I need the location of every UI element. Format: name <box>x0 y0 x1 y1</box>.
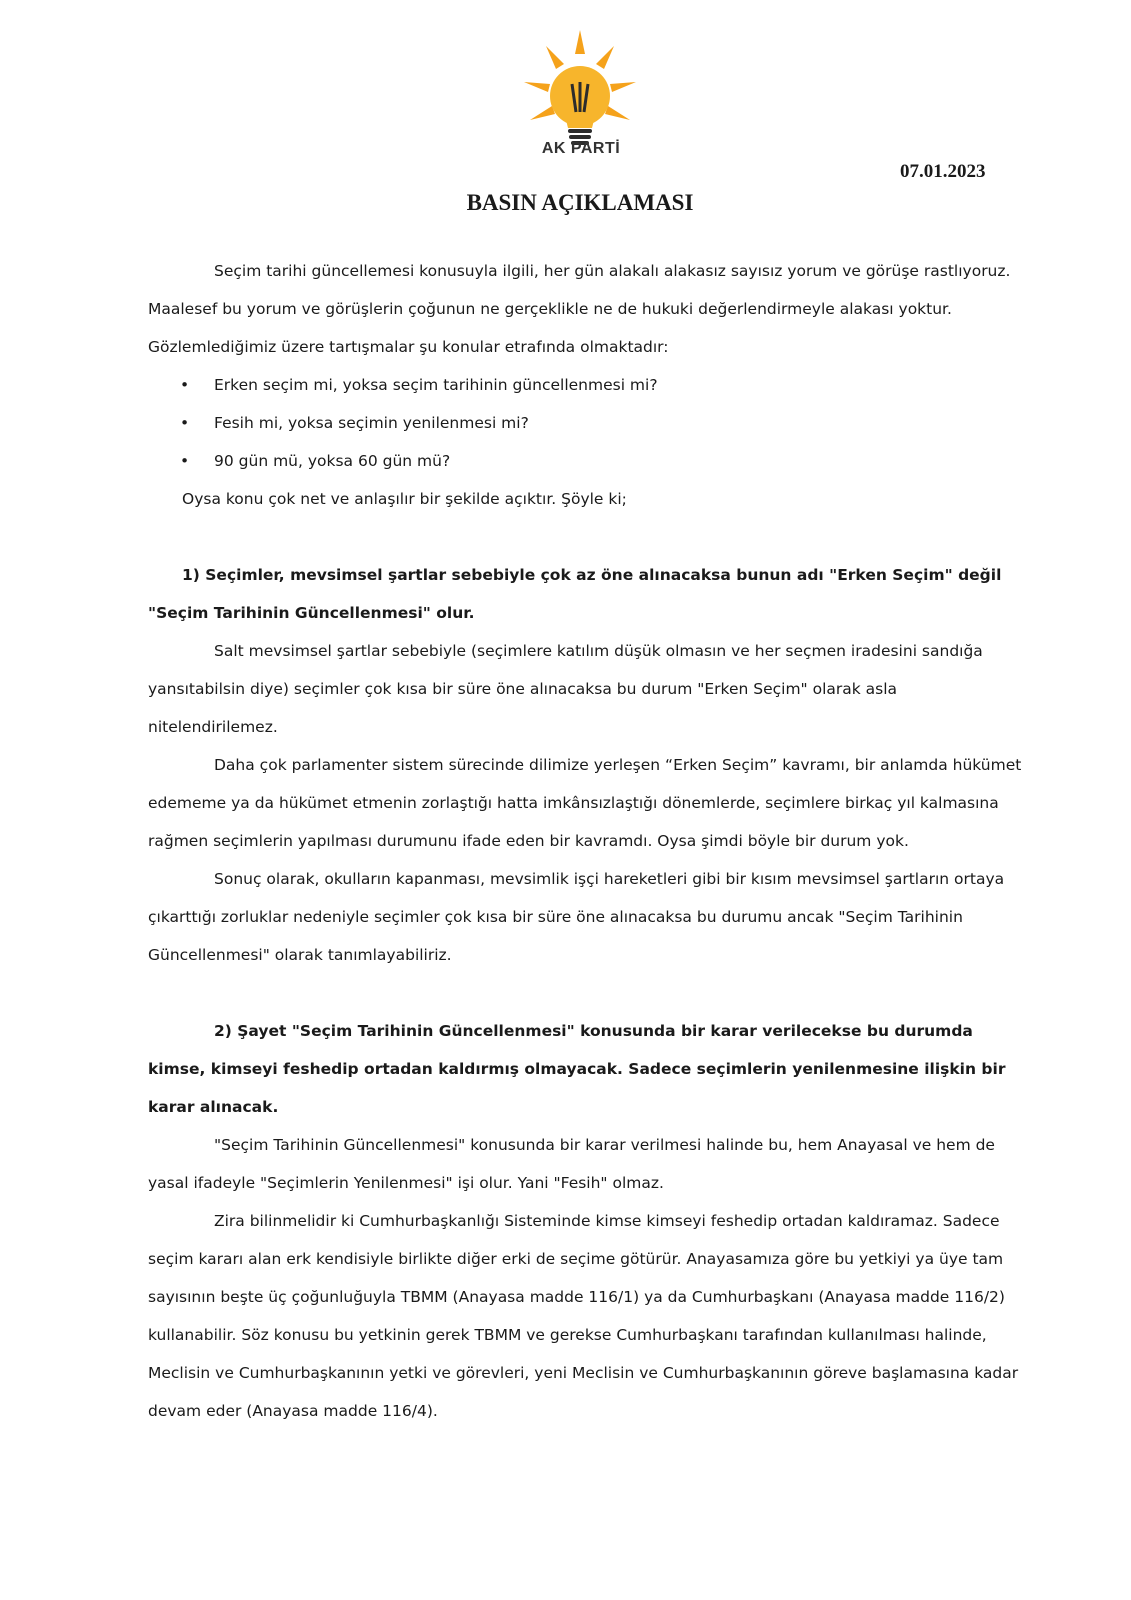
logo-bulb <box>550 66 610 145</box>
logo-text: AK PARTİ <box>541 140 621 157</box>
section2-heading: 2) Şayet "Seçim Tarihinin Güncellenmesi" konusunda bir karar verilecekse bu durumda kimse, kimseyi feshedip ortadan kaldırmış olmayacak. Sadece seçimlerin yenilenmesine ilişkin bir karar alınacak. <box>148 1022 1006 1116</box>
document-body <box>148 252 1028 1430</box>
document-date: 07.01.2023 <box>900 161 986 182</box>
intro-closing: Oysa konu çok net ve anlaşılır bir şekilde açıktır. Şöyle ki; <box>182 490 627 508</box>
section2-paragraph: Zira bilinmelidir ki Cumhurbaşkanlığı Sisteminde kimse kimseyi feshedip ortadan kaldıramaz. Sadece seçim kararı alan erk kendisiyle birlikte diğer erki de seçime götürür. Anayasamıza göre bu yetkiyi ya üye tam sayısının beşte üç çoğunluğuyla TBMM (Anayasa madde 116/1) ya da Cumhurbaşkanı (Anayasa madde 116/2) kullanabilir. Söz konusu bu yetkinin gerek TBMM ve gerekse Cumhurbaşkanı tarafından kullanılması halinde, Meclisin ve Cumhurbaşkanının yetki ve görevleri, yeni Meclisin ve Cumhurbaşkanının göreve başlamasına kadar devam eder (Anayasa madde 116/4). <box>148 1212 1019 1420</box>
intro-bullet-list <box>148 366 1028 480</box>
section1-paragraph: Sonuç olarak, okulların kapanması, mevsimlik işçi hareketleri gibi bir kısım mevsimsel şartların ortaya çıkarttığı zorluklar nedeniyle seçimler çok kısa bir süre öne alınacaksa bu durumu ancak "Seçim Tarihinin Güncellenmesi" olarak tanımlayabiliriz. <box>148 870 1005 964</box>
list-item: • Erken seçim mi, yoksa seçim tarihinin güncellenmesi mi? <box>148 366 1028 404</box>
list-item: • 90 gün mü, yoksa 60 gün mü? <box>148 442 1028 480</box>
section1-paragraph: Salt mevsimsel şartlar sebebiyle (seçimlere katılım düşük olmasın ve her seçmen iradesini sandığa yansıtabilsin diye) seçimler çok kısa bir süre öne alınacaksa bu durum "Erken Seçim" olarak asla nitelendirilemez. <box>148 642 983 736</box>
intro-paragraph: Seçim tarihi güncellemesi konusuyla ilgili, her gün alakalı alakasız sayısız yorum ve görüşe rastlıyoruz. Maalesef bu yorum ve görüşlerin çoğunun ne gerçeklikle ne de hukuki değerlendirmeyle alakası yoktur. Gözlemlediğimiz üzere tartışmalar şu konular etrafında olmaktadır: <box>148 262 1011 356</box>
section1-paragraph: Daha çok parlamenter sistem sürecinde dilimize yerleşen “Erken Seçim” kavramı, bir anlamda hükümet edememe ya da hükümet etmenin zorlaştığı hatta imkânsızlaştığı dönemlerde, seçimlere birkaç yıl kalmasına rağmen seçimlerin yapılması durumunu ifade eden bir kavramdı. Oysa şimdi böyle bir durum yok. <box>148 756 1022 850</box>
list-item: • Fesih mi, yoksa seçimin yenilenmesi mi? <box>148 404 1028 442</box>
section2-paragraph: "Seçim Tarihinin Güncellenmesi" konusunda bir karar verilmesi halinde bu, hem Anayasal ve hem de yasal ifadeyle "Seçimlerin Yenilenmesi" işi olur. Yani "Fesih" olmaz. <box>148 1136 995 1192</box>
document-title: BASIN AÇIKLAMASI <box>466 190 694 215</box>
section1-heading: 1) Seçimler, mevsimsel şartlar sebebiyle çok az öne alınacaksa bunun adı "Erken Seçim" değil "Seçim Tarihinin Güncellenmesi" olur. <box>148 566 1002 622</box>
